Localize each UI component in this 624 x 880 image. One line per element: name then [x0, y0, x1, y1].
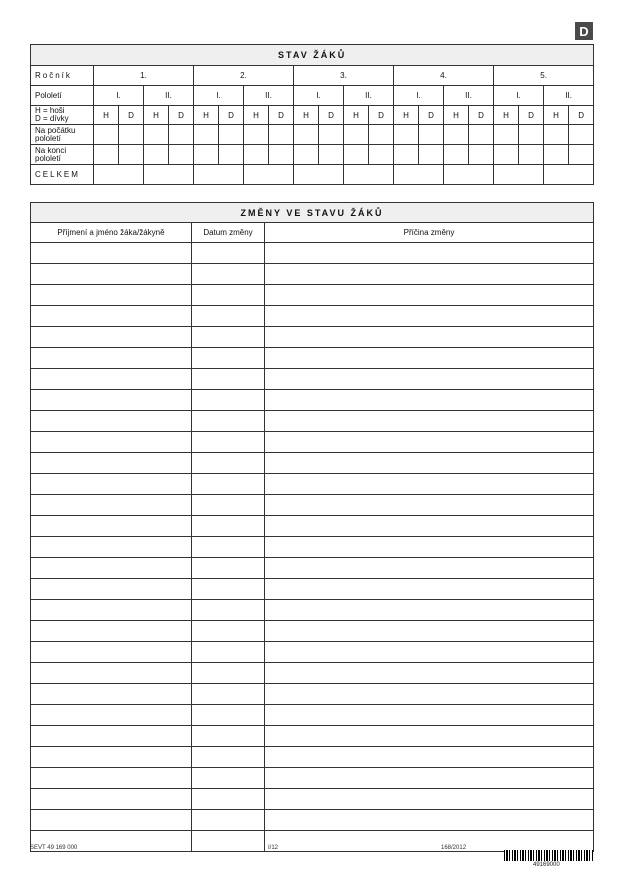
table-row: [31, 663, 594, 684]
grade-4-header: 4.: [394, 66, 494, 86]
name-cell[interactable]: [31, 306, 192, 327]
table-row: [31, 684, 594, 705]
grade-3-header: 3.: [294, 66, 394, 86]
grade-1-header: 1.: [94, 66, 194, 86]
column-header-date: Datum změny: [192, 223, 265, 243]
barcode-number: 49169000: [533, 862, 560, 868]
boys-legend: H = hoši: [35, 106, 65, 115]
girls-column-header: D: [269, 106, 294, 125]
reason-cell[interactable]: [265, 348, 594, 369]
table-row: [31, 327, 594, 348]
table-row: [31, 768, 594, 789]
reason-cell[interactable]: [265, 264, 594, 285]
section-badge: D: [575, 22, 593, 40]
end-count-cell[interactable]: [544, 145, 569, 165]
date-cell[interactable]: [192, 558, 265, 579]
total-cell[interactable]: [394, 165, 444, 185]
date-cell[interactable]: [192, 768, 265, 789]
boys-column-header: H: [244, 106, 269, 125]
date-cell[interactable]: [192, 306, 265, 327]
table-row: [31, 831, 594, 852]
start-count-cell[interactable]: [269, 125, 294, 145]
boys-column-header: H: [494, 106, 519, 125]
boys-column-header: H: [444, 106, 469, 125]
total-cell[interactable]: [144, 165, 194, 185]
end-count-cell[interactable]: [244, 145, 269, 165]
table-row: [31, 495, 594, 516]
grade-5-header: 5.: [494, 66, 594, 86]
semester-row-label: Pololetí: [31, 86, 94, 106]
start-count-cell[interactable]: [169, 125, 194, 145]
reason-cell[interactable]: [265, 621, 594, 642]
start-count-cell[interactable]: [144, 125, 169, 145]
name-cell[interactable]: [31, 726, 192, 747]
name-cell[interactable]: [31, 453, 192, 474]
date-cell[interactable]: [192, 810, 265, 831]
semester-header: II.: [444, 86, 494, 106]
end-label-line1: Na konci: [35, 145, 67, 155]
semester-header: I.: [494, 86, 544, 106]
semester-header: I.: [394, 86, 444, 106]
reason-cell[interactable]: [265, 705, 594, 726]
name-cell[interactable]: [31, 810, 192, 831]
start-count-cell[interactable]: [219, 125, 244, 145]
date-cell[interactable]: [192, 684, 265, 705]
boys-column-header: H: [144, 106, 169, 125]
date-cell[interactable]: [192, 705, 265, 726]
end-count-cell[interactable]: [344, 145, 369, 165]
name-cell[interactable]: [31, 789, 192, 810]
name-cell[interactable]: [31, 537, 192, 558]
date-cell[interactable]: [192, 516, 265, 537]
name-cell[interactable]: [31, 432, 192, 453]
date-cell[interactable]: [192, 726, 265, 747]
semester-header: II.: [244, 86, 294, 106]
end-count-cell[interactable]: [169, 145, 194, 165]
table-row: [31, 348, 594, 369]
total-cell[interactable]: [544, 165, 594, 185]
reason-cell[interactable]: [265, 474, 594, 495]
name-cell[interactable]: [31, 348, 192, 369]
name-cell[interactable]: [31, 243, 192, 264]
boys-column-header: H: [294, 106, 319, 125]
date-cell[interactable]: [192, 789, 265, 810]
start-count-cell[interactable]: [569, 125, 594, 145]
table-row: [31, 516, 594, 537]
start-count-cell[interactable]: [344, 125, 369, 145]
reason-cell[interactable]: [265, 789, 594, 810]
reason-cell[interactable]: [265, 600, 594, 621]
date-cell[interactable]: [192, 663, 265, 684]
date-cell[interactable]: [192, 432, 265, 453]
end-count-cell[interactable]: [269, 145, 294, 165]
start-count-cell[interactable]: [494, 125, 519, 145]
reason-cell[interactable]: [265, 432, 594, 453]
girls-column-header: D: [569, 106, 594, 125]
total-cell[interactable]: [94, 165, 144, 185]
semester-header: I.: [294, 86, 344, 106]
date-cell[interactable]: [192, 831, 265, 852]
name-cell[interactable]: [31, 558, 192, 579]
table-row: [31, 453, 594, 474]
end-count-cell[interactable]: [494, 145, 519, 165]
total-cell[interactable]: [194, 165, 244, 185]
name-cell[interactable]: [31, 642, 192, 663]
page-marker: I/12: [268, 845, 279, 851]
end-count-cell[interactable]: [519, 145, 544, 165]
end-label-line2: pololetí: [35, 153, 61, 163]
table-row: [31, 705, 594, 726]
barcode: [504, 850, 593, 861]
table-row: [31, 747, 594, 768]
reason-cell[interactable]: [265, 453, 594, 474]
name-cell[interactable]: [31, 621, 192, 642]
boys-column-header: H: [344, 106, 369, 125]
reason-cell[interactable]: [265, 537, 594, 558]
table-row: [31, 600, 594, 621]
name-cell[interactable]: [31, 516, 192, 537]
start-count-cell[interactable]: [394, 125, 419, 145]
girls-column-header: D: [169, 106, 194, 125]
reason-cell[interactable]: [265, 831, 594, 852]
semester-header: II.: [344, 86, 394, 106]
date-cell[interactable]: [192, 348, 265, 369]
start-count-cell[interactable]: [294, 125, 319, 145]
boys-column-header: H: [194, 106, 219, 125]
end-count-cell[interactable]: [194, 145, 219, 165]
date-cell[interactable]: [192, 285, 265, 306]
name-cell[interactable]: [31, 369, 192, 390]
reason-cell[interactable]: [265, 558, 594, 579]
reason-cell[interactable]: [265, 243, 594, 264]
total-cell[interactable]: [344, 165, 394, 185]
table-row: [31, 306, 594, 327]
name-cell[interactable]: [31, 285, 192, 306]
reason-cell[interactable]: [265, 747, 594, 768]
end-count-cell[interactable]: [444, 145, 469, 165]
start-count-cell[interactable]: [369, 125, 394, 145]
table-row: [31, 285, 594, 306]
reason-cell[interactable]: [265, 306, 594, 327]
date-cell[interactable]: [192, 390, 265, 411]
date-cell[interactable]: [192, 453, 265, 474]
end-count-cell[interactable]: [419, 145, 444, 165]
end-count-cell[interactable]: [394, 145, 419, 165]
semester-header: II.: [544, 86, 594, 106]
start-count-cell[interactable]: [194, 125, 219, 145]
table-row: [31, 432, 594, 453]
start-count-cell[interactable]: [444, 125, 469, 145]
end-count-cell[interactable]: [569, 145, 594, 165]
end-count-cell[interactable]: [319, 145, 344, 165]
end-count-cell[interactable]: [94, 145, 119, 165]
girls-column-header: D: [319, 106, 344, 125]
start-label-line1: Na počátku: [35, 125, 76, 135]
start-label-line2: pololetí: [35, 133, 61, 143]
column-header-name: Příjmení a jméno žáka/žákyně: [31, 223, 192, 243]
status-changes-table: [30, 202, 594, 852]
date-cell[interactable]: [192, 600, 265, 621]
name-cell[interactable]: [31, 411, 192, 432]
changes-table-title: ZMĚNY VE STAVU ŽÁKŮ: [31, 203, 594, 223]
semester-header: I.: [194, 86, 244, 106]
girls-column-header: D: [519, 106, 544, 125]
start-count-cell[interactable]: [94, 125, 119, 145]
date-cell[interactable]: [192, 537, 265, 558]
name-cell[interactable]: [31, 390, 192, 411]
girls-column-header: D: [219, 106, 244, 125]
total-row-label: CELKEM: [31, 165, 94, 185]
table-row: [31, 390, 594, 411]
name-cell[interactable]: [31, 495, 192, 516]
name-cell[interactable]: [31, 663, 192, 684]
reason-cell[interactable]: [265, 369, 594, 390]
table-row: [31, 642, 594, 663]
gender-legend: [31, 106, 94, 125]
name-cell[interactable]: [31, 474, 192, 495]
date-cell[interactable]: [192, 495, 265, 516]
date-cell[interactable]: [192, 747, 265, 768]
date-cell[interactable]: [192, 621, 265, 642]
name-cell[interactable]: [31, 264, 192, 285]
status-table-title: STAV ŽÁKŮ: [31, 45, 594, 66]
reason-cell[interactable]: [265, 285, 594, 306]
name-cell[interactable]: [31, 705, 192, 726]
name-cell[interactable]: [31, 768, 192, 789]
boys-column-header: H: [394, 106, 419, 125]
date-cell[interactable]: [192, 642, 265, 663]
total-cell[interactable]: [244, 165, 294, 185]
date-cell[interactable]: [192, 264, 265, 285]
girls-column-header: D: [119, 106, 144, 125]
grade-row-label: Ročník: [31, 66, 94, 86]
date-cell[interactable]: [192, 243, 265, 264]
table-row: [31, 243, 594, 264]
end-count-cell[interactable]: [219, 145, 244, 165]
total-cell[interactable]: [294, 165, 344, 185]
semester-header: II.: [144, 86, 194, 106]
date-cell[interactable]: [192, 579, 265, 600]
name-cell[interactable]: [31, 327, 192, 348]
start-count-cell[interactable]: [469, 125, 494, 145]
reason-cell[interactable]: [265, 663, 594, 684]
reason-cell[interactable]: [265, 495, 594, 516]
table-row: [31, 537, 594, 558]
reason-cell[interactable]: [265, 768, 594, 789]
start-count-cell[interactable]: [319, 125, 344, 145]
boys-column-header: H: [94, 106, 119, 125]
reason-cell[interactable]: [265, 327, 594, 348]
reason-cell[interactable]: [265, 411, 594, 432]
total-cell[interactable]: [494, 165, 544, 185]
table-row: [31, 789, 594, 810]
girls-column-header: D: [369, 106, 394, 125]
end-of-semester-label: [31, 145, 94, 165]
start-count-cell[interactable]: [119, 125, 144, 145]
total-cell[interactable]: [444, 165, 494, 185]
form-code: SEVT 49 169 000: [30, 845, 78, 851]
reason-cell[interactable]: [265, 390, 594, 411]
end-count-cell[interactable]: [144, 145, 169, 165]
column-header-reason: Příčina změny: [265, 223, 594, 243]
date-cell[interactable]: [192, 474, 265, 495]
table-row: [31, 411, 594, 432]
table-row: [31, 579, 594, 600]
reason-cell[interactable]: [265, 642, 594, 663]
girls-legend: D = dívky: [35, 114, 69, 123]
end-count-cell[interactable]: [369, 145, 394, 165]
student-status-table: [30, 44, 594, 185]
boys-column-header: H: [544, 106, 569, 125]
reason-cell[interactable]: [265, 684, 594, 705]
date-cell[interactable]: [192, 369, 265, 390]
reason-cell[interactable]: [265, 726, 594, 747]
table-row: [31, 726, 594, 747]
reason-cell[interactable]: [265, 579, 594, 600]
table-row: [31, 621, 594, 642]
name-cell[interactable]: [31, 600, 192, 621]
edition-code: 168/2012: [441, 845, 467, 851]
start-of-semester-label: [31, 125, 94, 145]
date-cell[interactable]: [192, 327, 265, 348]
start-count-cell[interactable]: [544, 125, 569, 145]
table-row: [31, 474, 594, 495]
start-count-cell[interactable]: [244, 125, 269, 145]
date-cell[interactable]: [192, 411, 265, 432]
end-count-cell[interactable]: [294, 145, 319, 165]
name-cell[interactable]: [31, 747, 192, 768]
table-row: [31, 810, 594, 831]
grade-2-header: 2.: [194, 66, 294, 86]
table-row: [31, 369, 594, 390]
reason-cell[interactable]: [265, 810, 594, 831]
girls-column-header: D: [469, 106, 494, 125]
start-count-cell[interactable]: [419, 125, 444, 145]
end-count-cell[interactable]: [469, 145, 494, 165]
table-row: [31, 264, 594, 285]
name-cell[interactable]: [31, 684, 192, 705]
end-count-cell[interactable]: [119, 145, 144, 165]
table-row: [31, 558, 594, 579]
name-cell[interactable]: [31, 579, 192, 600]
girls-column-header: D: [419, 106, 444, 125]
reason-cell[interactable]: [265, 516, 594, 537]
semester-header: I.: [94, 86, 144, 106]
start-count-cell[interactable]: [519, 125, 544, 145]
